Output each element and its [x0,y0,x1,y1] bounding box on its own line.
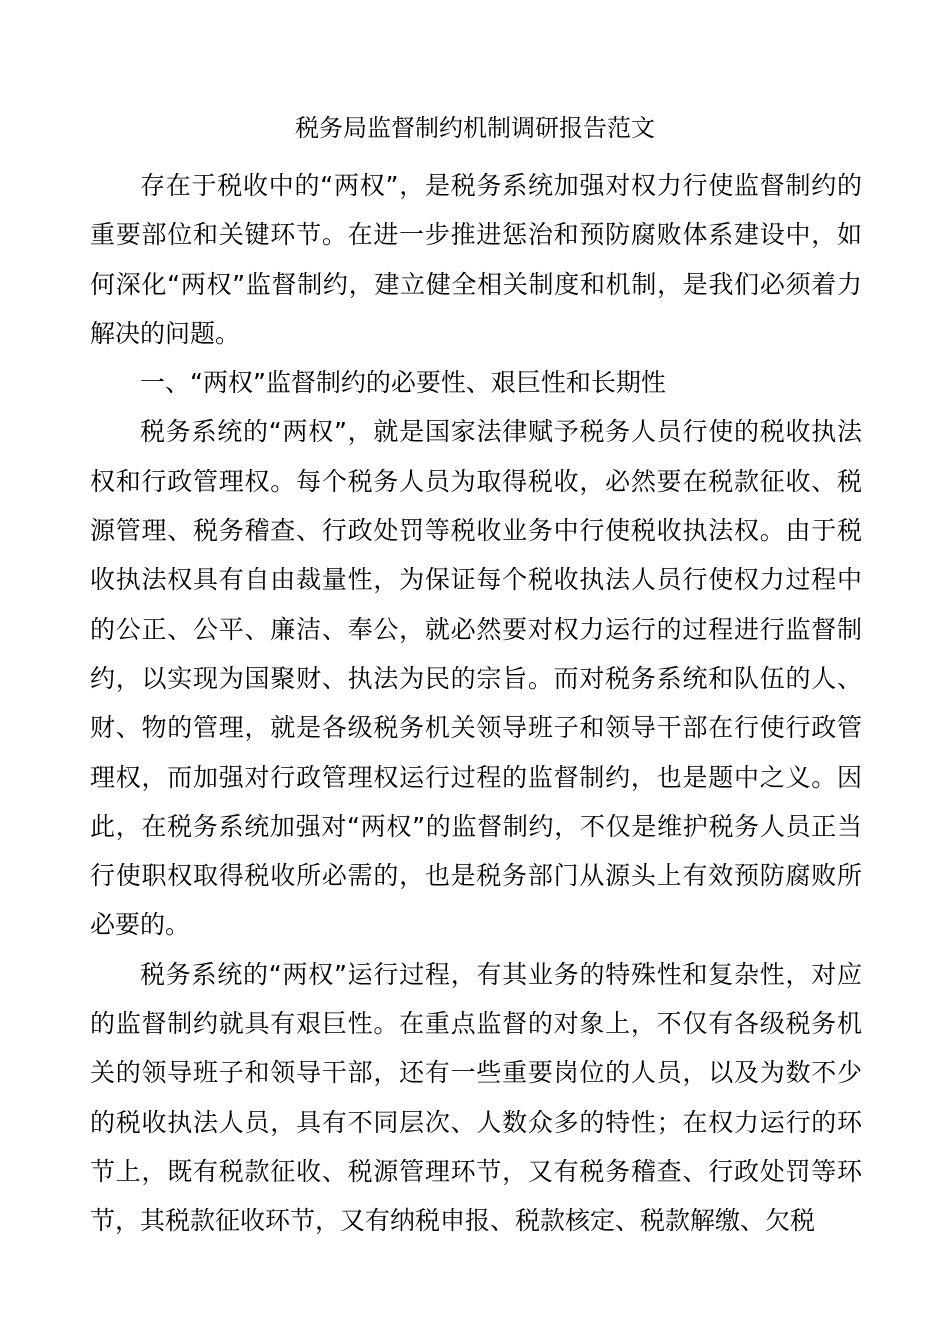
section-heading-1: 一、“两权”监督制约的必要性、艰巨性和长期性 [140,368,666,398]
document-title: 税务局监督制约机制调研报告范文 [295,114,655,142]
paragraph-difficulty: 税务系统的“两权”运行过程，有其业务的特殊性和复杂性，对应的监督制约就具有艰巨性。在重点监督的对象上，不仅有各级税务机关的领导班子和领导干部，还有一些重要岗位的人员，以及为数不少的税收执法人员，具有不同层次、人数众多的特性；在权力运行的环节上，既有税款征收、税源管理环节，又有税务稽查、行政处罚等环节，其税款征收环节，又有纳税申报、税款核定、税款解缴、欠税 [90,959,862,1236]
paragraph-necessity: 税务系统的“两权”，就是国家法律赋予税务人员行使的税收执法权和行政管理权。每个税务人员为取得税收，必然要在税款征收、税源管理、税务稽查、行政处罚等税收业务中行使税收执法权。由于税收执法权具有自由裁量性，为保证每个税收执法人员行使权力过程中的公正、公平、廉洁、奉公，就必然要对权力运行的过程进行监督制约，以实现为国聚财、执法为民的宗旨。而对税务系统和队伍的人、财、物的管理，就是各级税务机关领导班子和领导干部在行使行政管理权，而加强对行政管理权运行过程的监督制约，也是题中之义。因此，在税务系统加强对“两权”的监督制约，不仅是维护税务人员正当行使职权取得税收所必需的，也是税务部门从源头上有效预防腐败所必要的。 [90,417,862,940]
paragraph-intro: 存在于税收中的“两权”，是税务系统加强对权力行使监督制约的重要部位和关键环节。在进一步推进惩治和预防腐败体系建设中，如何深化“两权”监督制约，建立健全相关制度和机制，是我们必须着力解决的问题。 [90,171,862,348]
document-body [90,161,862,1246]
